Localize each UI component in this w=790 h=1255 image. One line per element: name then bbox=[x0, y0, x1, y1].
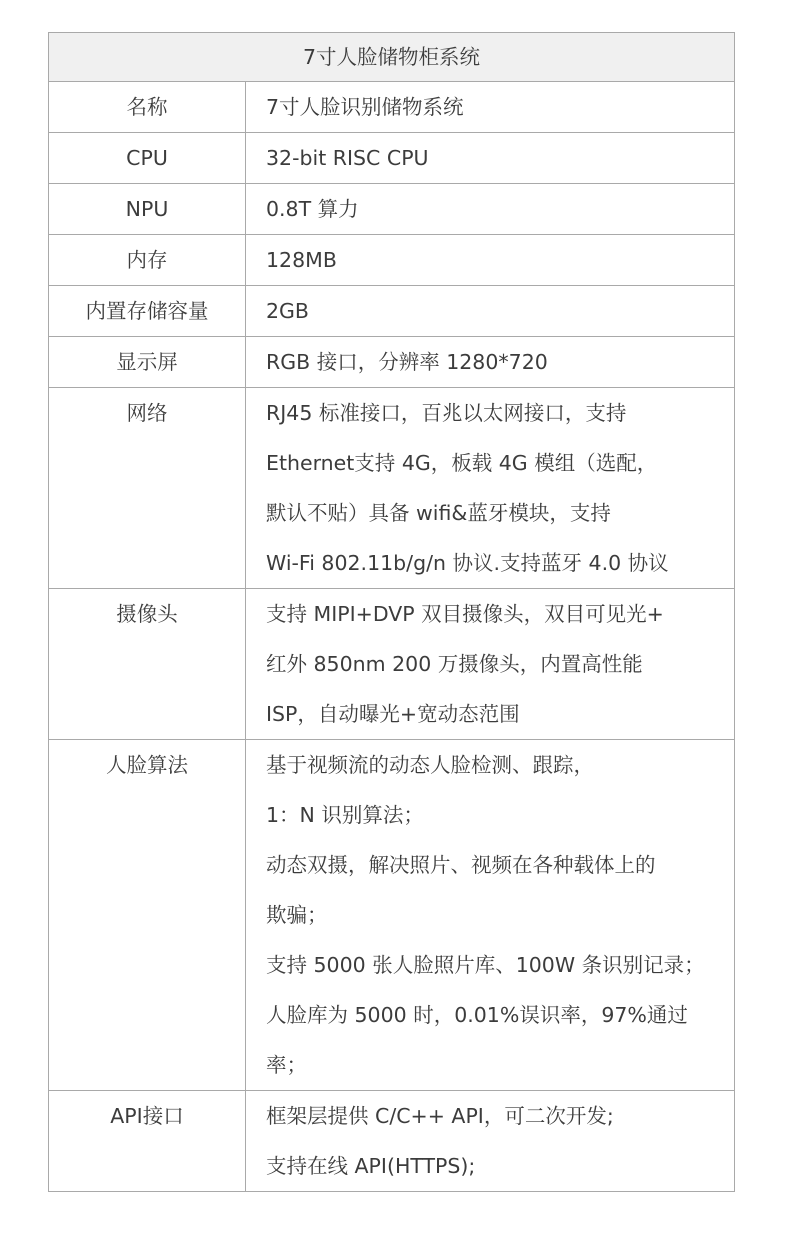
table-row bbox=[49, 235, 735, 286]
spec-table bbox=[48, 32, 735, 1192]
row-value bbox=[246, 1091, 735, 1192]
row-value bbox=[246, 740, 735, 1091]
table-row bbox=[49, 184, 735, 235]
value-line: 红外 850nm 200 万摄像头，内置高性能 bbox=[266, 652, 643, 676]
value-line: 2GB bbox=[266, 299, 309, 323]
value-line: 32-bit RISC CPU bbox=[266, 146, 429, 170]
row-value bbox=[246, 82, 735, 133]
value-line: 7寸人脸识别储物系统 bbox=[266, 95, 464, 119]
value-line: 默认不贴）具备 wifi&蓝牙模块，支持 bbox=[266, 501, 611, 525]
value-line: 动态双摄，解决照片、视频在各种载体上的 bbox=[266, 853, 656, 877]
value-line: 率； bbox=[266, 1053, 307, 1077]
value-line: 128MB bbox=[266, 248, 337, 272]
value-line: Wi-Fi 802.11b/g/n 协议.支持蓝牙 4.0 协议 bbox=[266, 551, 669, 575]
value-line: 支持 5000 张人脸照片库、100W 条识别记录； bbox=[266, 953, 705, 977]
value-line: 基于视频流的动态人脸检测、跟踪， bbox=[266, 753, 594, 777]
value-line: 人脸库为 5000 时，0.01%误识率，97%通过 bbox=[266, 1003, 688, 1027]
row-label: 名称 bbox=[49, 82, 246, 133]
value-line: 0.8T 算力 bbox=[266, 197, 359, 221]
row-value bbox=[246, 589, 735, 740]
row-value bbox=[246, 337, 735, 388]
row-label: 内置存储容量 bbox=[49, 286, 246, 337]
row-label: API接口 bbox=[49, 1091, 246, 1192]
value-line: 框架层提供 C/C++ API，可二次开发; bbox=[266, 1104, 614, 1128]
row-label: 网络 bbox=[49, 388, 246, 589]
table-row bbox=[49, 388, 735, 589]
value-line: RJ45 标准接口，百兆以太网接口，支持 bbox=[266, 401, 627, 425]
value-line: ISP，自动曝光+宽动态范围 bbox=[266, 702, 520, 726]
table-row bbox=[49, 337, 735, 388]
value-line: 欺骗； bbox=[266, 903, 328, 927]
row-value bbox=[246, 184, 735, 235]
table-row bbox=[49, 740, 735, 1091]
table-row bbox=[49, 589, 735, 740]
row-label: 人脸算法 bbox=[49, 740, 246, 1091]
row-label: 摄像头 bbox=[49, 589, 246, 740]
value-line: 支持在线 API(HTTPS); bbox=[266, 1154, 476, 1178]
table-row bbox=[49, 286, 735, 337]
row-value bbox=[246, 388, 735, 589]
row-value bbox=[246, 133, 735, 184]
table-row bbox=[49, 1091, 735, 1192]
row-label: 显示屏 bbox=[49, 337, 246, 388]
row-label: NPU bbox=[49, 184, 246, 235]
value-line: Ethernet支持 4G，板载 4G 模组（选配， bbox=[266, 451, 658, 475]
table-title-row bbox=[49, 33, 735, 82]
row-value bbox=[246, 286, 735, 337]
row-value bbox=[246, 235, 735, 286]
table-title: 7寸人脸储物柜系统 bbox=[49, 33, 735, 82]
value-line: 支持 MIPI+DVP 双目摄像头，双目可见光+ bbox=[266, 602, 664, 626]
value-line: 1：N 识别算法； bbox=[266, 803, 424, 827]
table-row bbox=[49, 133, 735, 184]
table-row bbox=[49, 82, 735, 133]
row-label: CPU bbox=[49, 133, 246, 184]
value-line: RGB 接口，分辨率 1280*720 bbox=[266, 350, 548, 374]
row-label: 内存 bbox=[49, 235, 246, 286]
